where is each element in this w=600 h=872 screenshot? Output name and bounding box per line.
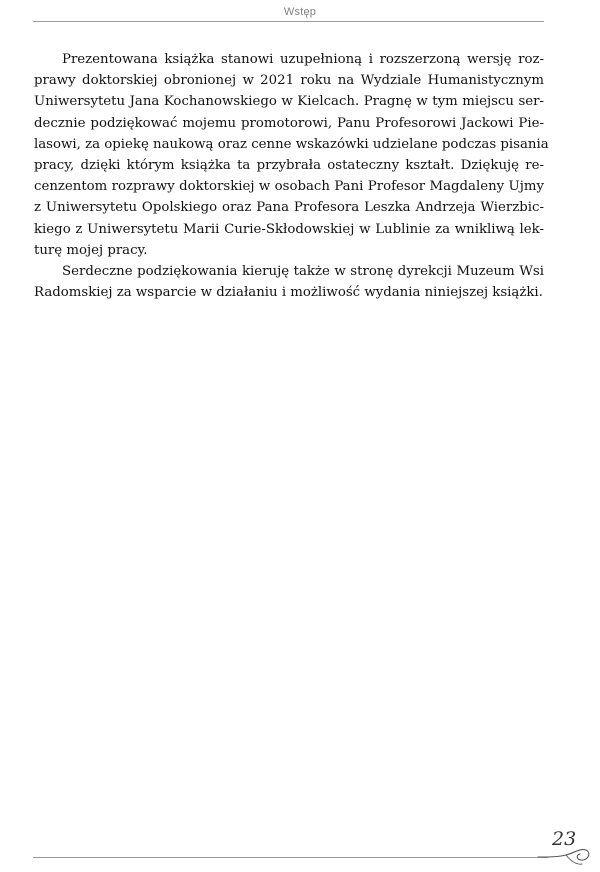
running-header bbox=[0, 0, 600, 30]
body-text bbox=[34, 49, 549, 303]
paragraph-line: Uniwersytetu Jana Kochanowskiego w Kielcach. Pragnę w tym miejscu ser- bbox=[34, 94, 544, 110]
paragraph-line: prawy doktorskiej obronionej w 2021 roku na Wydziale Humanistycznym bbox=[34, 73, 544, 89]
paragraph-line: z Uniwersytetu Opolskiego oraz Pana Profesora Leszka Andrzeja Wierzbic- bbox=[34, 200, 544, 216]
flourish-icon bbox=[536, 842, 592, 870]
paragraph-line: Radomskiej za wsparcie w działaniu i możliwość wydania niniejszej książki. bbox=[34, 285, 543, 301]
paragraph-line: cenzentom rozprawy doktorskiej w osobach Pani Profesor Magdaleny Ujmy bbox=[34, 179, 544, 195]
paragraph-line: pracy, dzięki którym książka ta przybrała ostateczny kształt. Dziękuję re- bbox=[34, 157, 544, 173]
paragraph-2 bbox=[34, 261, 544, 303]
paragraph-line: lasowi, za opiekę naukową oraz cenne wskazówki udzielane podczas pisania bbox=[34, 136, 549, 152]
footer-rule bbox=[33, 857, 548, 858]
page-footer bbox=[0, 820, 600, 872]
paragraph-line: turę mojej pracy. bbox=[34, 242, 148, 258]
paragraph-1 bbox=[34, 49, 549, 261]
paragraph-line: Prezentowana książka stanowi uzupełnioną i rozszerzoną wersję roz- bbox=[62, 52, 544, 67]
page-number: 23 bbox=[552, 828, 577, 850]
header-rule bbox=[33, 21, 544, 22]
paragraph-line: Serdeczne podziękowania kieruję także w stronę dyrekcji Muzeum Wsi bbox=[62, 263, 544, 279]
paragraph-line: kiego z Uniwersytetu Marii Curie-Skłodowskiej w Lublinie za wnikliwą lek- bbox=[34, 221, 544, 237]
running-header-title: Wstęp bbox=[283, 6, 317, 18]
paragraph-line: decznie podziękować mojemu promotorowi, Panu Profesorowi Jackowi Pie- bbox=[34, 115, 544, 131]
